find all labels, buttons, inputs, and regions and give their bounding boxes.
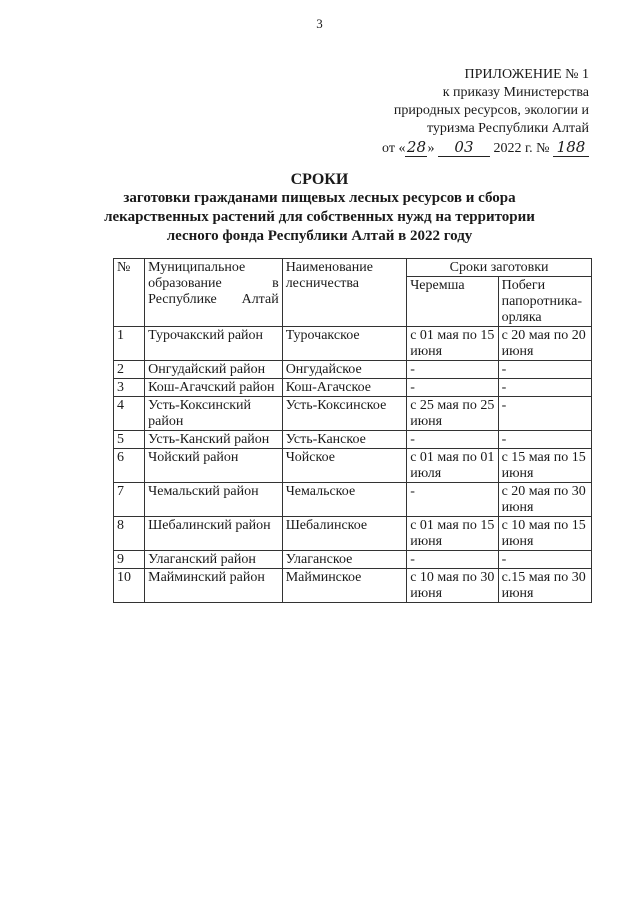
appendix-line-tourism: туризма Республики Алтай: [426, 121, 589, 136]
appendix-title: ПРИЛОЖЕНИЕ № 1: [464, 67, 589, 82]
order-quote-close: »: [427, 141, 435, 156]
appendix-line-resources: природных ресурсов, экологии и: [393, 103, 589, 118]
table-header-row: [114, 259, 592, 277]
cell-fern: -: [498, 551, 591, 569]
cell-municipality: Турочакский район: [145, 327, 283, 361]
appendix-block: [349, 66, 589, 158]
order-date-line: [349, 138, 589, 158]
cell-municipality: Улаганский район: [145, 551, 283, 569]
table-row: [114, 397, 592, 431]
cell-fern: -: [498, 397, 591, 431]
cell-num: 1: [114, 327, 145, 361]
order-month: 03: [438, 138, 490, 157]
table-row: [114, 551, 592, 569]
cell-forestry: Турочакское: [282, 327, 407, 361]
title-line-3: лесного фонда Республики Алтай в 2022 году: [166, 228, 473, 244]
cell-num: 10: [114, 569, 145, 603]
cell-fern: с 10 мая по 15 июня: [498, 517, 591, 551]
cell-cheremsha: -: [407, 483, 498, 517]
header-period-group: Сроки заготовки: [407, 259, 592, 277]
table-row: [114, 361, 592, 379]
harvest-periods-table: [113, 258, 592, 603]
cell-forestry: Онгудайское: [282, 361, 407, 379]
cell-forestry: Усть-Коксинское: [282, 397, 407, 431]
cell-cheremsha: с 01 мая по 15 июня: [407, 517, 498, 551]
title-main: СРОКИ: [290, 171, 349, 188]
cell-fern: с.15 мая по 30 июня: [498, 569, 591, 603]
cell-forestry: Усть-Канское: [282, 431, 407, 449]
document-title: [0, 170, 639, 246]
cell-num: 4: [114, 397, 145, 431]
page-number: 3: [316, 16, 323, 31]
cell-fern: -: [498, 379, 591, 397]
order-day: 28: [406, 138, 427, 156]
cell-cheremsha: -: [407, 379, 498, 397]
cell-municipality: Онгудайский район: [145, 361, 283, 379]
cell-num: 3: [114, 379, 145, 397]
cell-num: 2: [114, 361, 145, 379]
table-row: [114, 449, 592, 483]
cell-cheremsha: с 25 мая по 25 июня: [407, 397, 498, 431]
header-forestry: Наименование лесничества: [282, 259, 407, 327]
header-municipality: Муниципальное образование в Республике Алтай: [145, 259, 283, 327]
cell-forestry: Кош-Агачское: [282, 379, 407, 397]
cell-municipality: Усть-Коксинский район: [145, 397, 283, 431]
cell-fern: -: [498, 361, 591, 379]
cell-forestry: Майминское: [282, 569, 407, 603]
header-cheremsha: Черемша: [407, 277, 498, 327]
cell-forestry: Шебалинское: [282, 517, 407, 551]
table-row: [114, 379, 592, 397]
cell-municipality: Кош-Агачский район: [145, 379, 283, 397]
order-number: 188: [553, 138, 589, 157]
cell-num: 7: [114, 483, 145, 517]
table-row: [114, 517, 592, 551]
title-line-1: заготовки гражданами пищевых лесных ресурсов и сбора: [123, 190, 516, 206]
cell-cheremsha: с 10 мая по 30 июня: [407, 569, 498, 603]
cell-municipality: Чойский район: [145, 449, 283, 483]
cell-fern: с 20 мая по 20 июня: [498, 327, 591, 361]
table-body: [114, 327, 592, 603]
cell-num: 6: [114, 449, 145, 483]
cell-forestry: Чемальское: [282, 483, 407, 517]
cell-forestry: Улаганское: [282, 551, 407, 569]
cell-num: 8: [114, 517, 145, 551]
appendix-line-ministry: к приказу Министерства: [442, 85, 589, 100]
cell-fern: с 15 мая по 15 июня: [498, 449, 591, 483]
cell-num: 9: [114, 551, 145, 569]
order-year: 2022 г. №: [493, 141, 550, 156]
table-row: [114, 327, 592, 361]
cell-cheremsha: -: [407, 361, 498, 379]
cell-cheremsha: с 01 мая по 15 июня: [407, 327, 498, 361]
cell-forestry: Чойское: [282, 449, 407, 483]
cell-fern: -: [498, 431, 591, 449]
cell-cheremsha: -: [407, 431, 498, 449]
cell-municipality: Майминский район: [145, 569, 283, 603]
cell-municipality: Усть-Канский район: [145, 431, 283, 449]
cell-cheremsha: -: [407, 551, 498, 569]
cell-municipality: Чемальский район: [145, 483, 283, 517]
table-row: [114, 569, 592, 603]
table-row: [114, 483, 592, 517]
cell-fern: с 20 мая по 30 июня: [498, 483, 591, 517]
order-prefix: от «: [382, 141, 406, 156]
cell-municipality: Шебалинский район: [145, 517, 283, 551]
title-line-2: лекарственных растений для собственных нужд на территории: [104, 209, 535, 225]
header-num: №: [114, 259, 145, 327]
header-fern: Побеги папоротника-орляка: [498, 277, 591, 327]
cell-cheremsha: с 01 мая по 01 июля: [407, 449, 498, 483]
cell-num: 5: [114, 431, 145, 449]
table-row: [114, 431, 592, 449]
